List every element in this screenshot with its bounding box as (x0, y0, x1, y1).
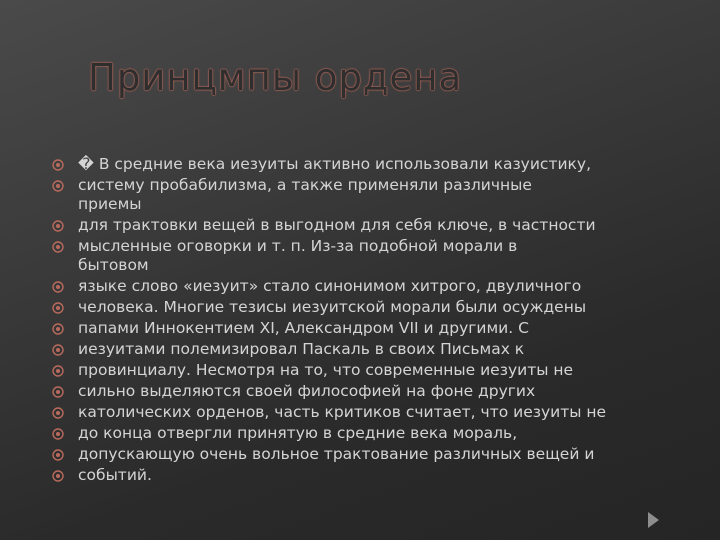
ring-dot-bullet-icon (52, 407, 64, 419)
body-line-text: мысленные оговорки и т. п. Из-за подобной морали в (78, 237, 518, 255)
body-line-text: допускающую очень вольное трактование различных вещей и (78, 445, 595, 463)
body-line (50, 196, 700, 215)
ring-dot-bullet-icon (52, 386, 64, 398)
slide-body (50, 154, 700, 486)
ring-dot-bullet-icon (52, 344, 64, 356)
body-line (50, 402, 700, 423)
body-line-text: систему пробабилизма, а также применяли различные (78, 176, 532, 194)
body-line (50, 215, 700, 236)
ring-dot-bullet-icon (52, 428, 64, 440)
ring-dot-bullet-icon (52, 281, 64, 293)
body-line (50, 297, 700, 318)
body-line-text: событий. (78, 466, 152, 484)
body-line (50, 381, 700, 402)
ring-dot-bullet-icon (52, 302, 64, 314)
triangle-right-icon[interactable] (648, 512, 659, 528)
body-line (50, 465, 700, 486)
body-line-text: провинциалу. Несмотря на то, что современные иезуиты не (78, 361, 574, 379)
body-line (50, 154, 700, 175)
body-line-text: католических орденов, часть критиков считает, что иезуиты не (78, 403, 607, 421)
body-line (50, 423, 700, 444)
body-line (50, 444, 700, 465)
body-line-text: для трактовки вещей в выгодном для себя ключе, в частности (78, 216, 596, 234)
body-line-text: сильно выделяются своей философией на фоне других (78, 382, 536, 400)
body-line (50, 276, 700, 297)
ring-dot-bullet-icon (52, 323, 64, 335)
body-line-text: до конца отвергли принятую в средние века мораль, (78, 424, 518, 442)
body-line-text: иезуитами полемизировал Паскаль в своих Письмах к (78, 340, 525, 358)
ring-dot-bullet-icon (52, 241, 64, 253)
body-line-text: � В средние века иезуиты активно использовали казуистику, (78, 155, 592, 173)
body-line (50, 360, 700, 381)
ring-dot-bullet-icon (52, 449, 64, 461)
body-line (50, 175, 700, 196)
ring-dot-bullet-icon (52, 470, 64, 482)
body-line (50, 257, 700, 276)
body-line (50, 318, 700, 339)
slide-title: Принцмпы ордена (88, 56, 463, 99)
ring-dot-bullet-icon (52, 220, 64, 232)
body-line-text: папами Иннокентием XI, Александром VII и другими. С (78, 319, 529, 337)
ring-dot-bullet-icon (52, 180, 64, 192)
ring-dot-bullet-icon (52, 159, 64, 171)
body-line-text: человека. Многие тезисы иезуитской морали были осуждены (78, 298, 587, 316)
body-line-text: приемы (78, 195, 142, 213)
ring-dot-bullet-icon (52, 365, 64, 377)
body-line-text: языке слово «иезуит» стало синонимом хитрого, двуличного (78, 277, 582, 295)
body-line-text: бытовом (78, 256, 149, 274)
body-line (50, 236, 700, 257)
body-line (50, 339, 700, 360)
